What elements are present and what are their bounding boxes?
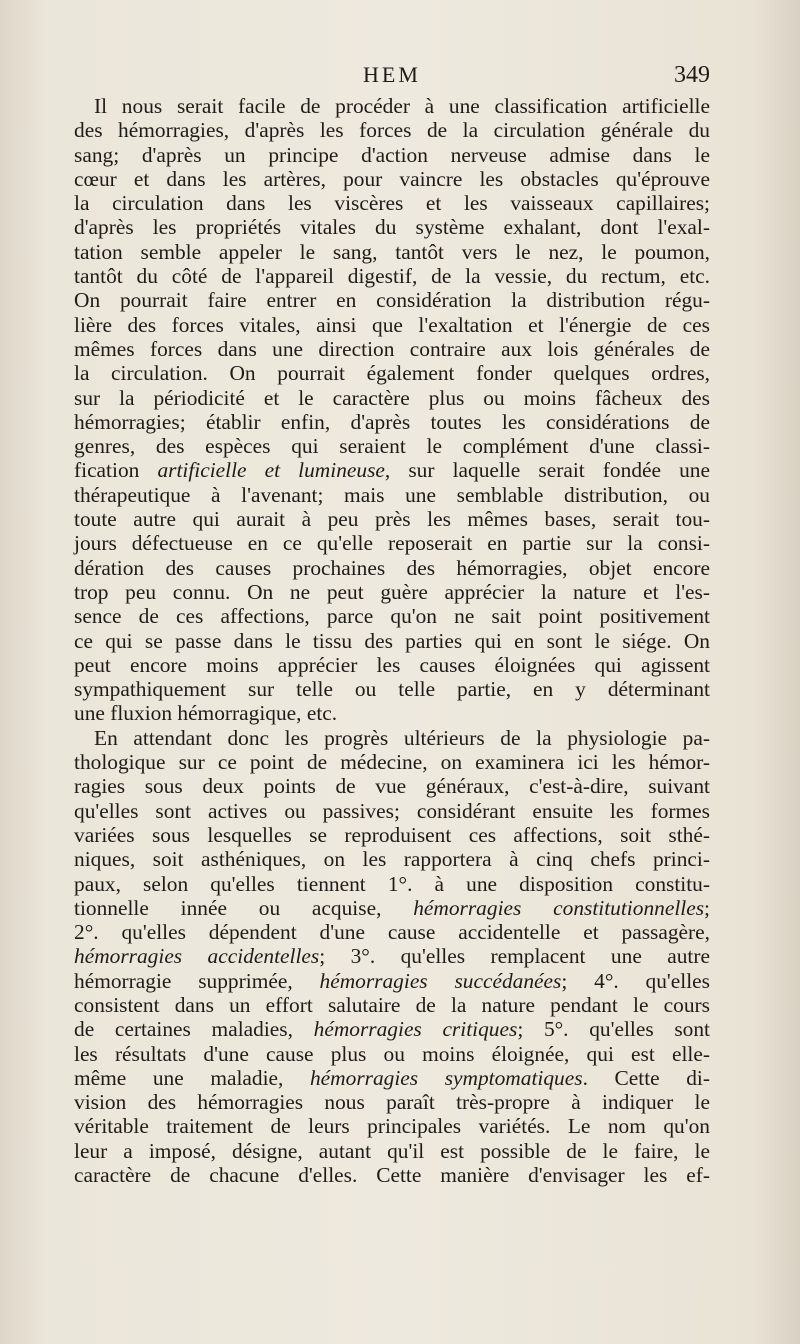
text-line — [74, 944, 710, 968]
text-segment: dération des causes prochaines des hémorragies, objet encore — [74, 555, 710, 580]
text-segment: sence de ces affections, parce qu'on ne sait point positivement — [74, 604, 710, 629]
text-segment: cœur et dans les artères, pour vaincre les obstacles qu'éprouve — [74, 166, 710, 191]
text-segment: , sur laquelle serait fondée une — [384, 458, 710, 483]
text-segment: trop peu connu. On ne peut guère apprécier la nature et l'es- — [74, 579, 710, 604]
italic-term: hémorragies succédanées — [319, 968, 562, 993]
text-line — [74, 653, 710, 677]
text-segment: tation semble appeler le sang, tantôt vers le nez, le poumon, — [74, 239, 710, 264]
text-segment: consistent dans un effort salutaire de la nature pendant le cours — [74, 992, 710, 1017]
text-segment: variées sous lesquelles se reproduisent ces affections, soit sthé- — [74, 822, 710, 847]
text-line — [74, 167, 710, 191]
text-segment: On pourrait faire entrer en considération la distribution régu- — [74, 288, 710, 313]
text-line — [74, 143, 710, 167]
text-line — [74, 386, 710, 410]
text-segment: tantôt du côté de l'appareil digestif, de la vessie, du rectum, etc. — [74, 264, 710, 289]
text-segment: thérapeutique à l'avenant; mais une semblable distribution, ou — [74, 482, 710, 507]
text-line — [74, 458, 710, 482]
text-segment: mêmes forces dans une direction contraire aux lois générales de — [74, 336, 710, 361]
text-line — [74, 288, 710, 312]
text-line — [74, 1114, 710, 1138]
text-segment: thologique sur ce point de médecine, on examinera ici les hémor- — [74, 750, 710, 775]
text-line — [74, 240, 710, 264]
text-line — [74, 1163, 710, 1187]
text-segment: ; 5°. qu'elles sont — [517, 1017, 711, 1042]
text-segment: ragies sous deux points de vue généraux, c'est-à-dire, suivant — [74, 774, 710, 799]
text-line — [74, 750, 710, 774]
text-segment: leur a imposé, désigne, autant qu'il est possible de le faire, le — [74, 1138, 710, 1163]
text-segment: des hémorragies, d'après les forces de la circulation générale du — [74, 118, 710, 143]
text-segment: Il nous serait facile de procéder à une classification artificielle — [94, 94, 710, 118]
text-line — [74, 1017, 710, 1041]
text-segment: véritable traitement de leurs principales variétés. Le nom qu'on — [74, 1114, 710, 1139]
text-segment: . Cette di- — [582, 1065, 710, 1090]
text-line — [74, 701, 710, 725]
text-segment: ; 4°. qu'elles — [561, 968, 710, 993]
text-segment: paux, selon qu'elles tiennent 1°. à une disposition constitu- — [74, 871, 710, 896]
text-line — [74, 191, 710, 215]
italic-term: hémorragies symptomatiques — [309, 1065, 583, 1090]
text-line — [74, 483, 710, 507]
text-line — [74, 1042, 710, 1066]
text-segment: ; — [704, 895, 710, 920]
text-line — [74, 629, 710, 653]
text-line — [74, 872, 710, 896]
text-segment: jours défectueuse en ce qu'elle reposerait en partie sur la consi- — [74, 531, 710, 556]
text-segment: les résultats d'une cause plus ou moins éloignée, qui est elle- — [74, 1041, 710, 1066]
text-segment: hémorragies; établir enfin, d'après toutes les considérations de — [74, 409, 710, 434]
text-line — [74, 507, 710, 531]
text-line — [74, 556, 710, 580]
text-segment: d'après les propriétés vitales du système exhalant, dont l'exal- — [74, 215, 710, 240]
text-segment: hémorragie supprimée, — [74, 968, 320, 993]
text-segment: caractère de chacune d'elles. Cette manière d'envisager les ef- — [74, 1163, 710, 1188]
text-line — [74, 726, 710, 750]
text-line — [74, 337, 710, 361]
body-text — [74, 94, 710, 1187]
text-line — [74, 313, 710, 337]
text-line — [74, 1066, 710, 1090]
text-segment: sur la périodicité et le caractère plus ou moins fâcheux des — [74, 385, 710, 410]
text-segment: sang; d'après un principe d'action nerveuse admise dans le — [74, 142, 710, 167]
text-segment: niques, soit asthéniques, on les rapportera à cinq chefs princi- — [74, 847, 710, 872]
text-segment: peut encore moins apprécier les causes éloignées qui agissent — [74, 652, 710, 677]
text-line — [74, 434, 710, 458]
text-line — [74, 677, 710, 701]
text-segment: lière des forces vitales, ainsi que l'exaltation et l'énergie de ces — [74, 312, 710, 337]
italic-term: hémorragies critiques — [313, 1017, 518, 1042]
text-segment: fication — [74, 458, 158, 483]
italic-term: hémorragies constitutionnelles — [413, 895, 705, 920]
text-line — [74, 1139, 710, 1163]
text-segment: ce qui se passe dans le tissu des parties qui en sont le siége. On — [74, 628, 710, 653]
text-segment: qu'elles sont actives ou passives; considérant ensuite les formes — [74, 798, 710, 823]
text-segment: la circulation dans les viscères et les vaisseaux capillaires; — [74, 191, 710, 216]
text-line — [74, 799, 710, 823]
text-line — [74, 361, 710, 385]
text-line — [74, 993, 710, 1017]
text-segment: de certaines maladies, — [74, 1017, 314, 1042]
text-line — [74, 823, 710, 847]
text-line — [74, 264, 710, 288]
page-number: 349 — [674, 62, 710, 88]
text-segment: sympathiquement sur telle ou telle partie, en y déterminant — [74, 677, 710, 702]
text-segment: vision des hémorragies nous paraît très-propre à indiquer le — [74, 1090, 710, 1115]
text-line — [74, 580, 710, 604]
text-line — [74, 118, 710, 142]
text-segment: genres, des espèces qui seraient le complément d'une classi- — [74, 434, 710, 459]
text-segment: même une maladie, — [74, 1065, 310, 1090]
text-line — [74, 531, 710, 555]
text-line — [74, 920, 710, 944]
running-head: HEM — [363, 62, 421, 87]
italic-term: hémorragies accidentelles — [74, 944, 320, 969]
text-line — [74, 94, 710, 118]
page-header — [74, 62, 710, 94]
text-line — [74, 847, 710, 871]
text-line — [74, 774, 710, 798]
text-line — [74, 215, 710, 239]
text-segment: toute autre qui aurait à peu près les mêmes bases, serait tou- — [74, 507, 710, 532]
text-segment: En attendant donc les progrès ultérieurs de la physiologie pa- — [94, 725, 710, 750]
text-line — [74, 410, 710, 434]
text-line — [74, 1090, 710, 1114]
text-segment: 2°. qu'elles dépendent d'une cause accidentelle et passagère, — [74, 920, 710, 945]
italic-term: artificielle et lumineuse — [157, 458, 385, 483]
text-line — [74, 604, 710, 628]
text-segment: tionnelle innée ou acquise, — [74, 895, 414, 920]
text-line — [74, 969, 710, 993]
text-segment: une fluxion hémorragique, etc. — [74, 701, 338, 726]
text-segment: ; 3°. qu'elles remplacent une autre — [319, 944, 710, 969]
text-segment: la circulation. On pourrait également fonder quelques ordres, — [74, 361, 710, 386]
text-line — [74, 896, 710, 920]
